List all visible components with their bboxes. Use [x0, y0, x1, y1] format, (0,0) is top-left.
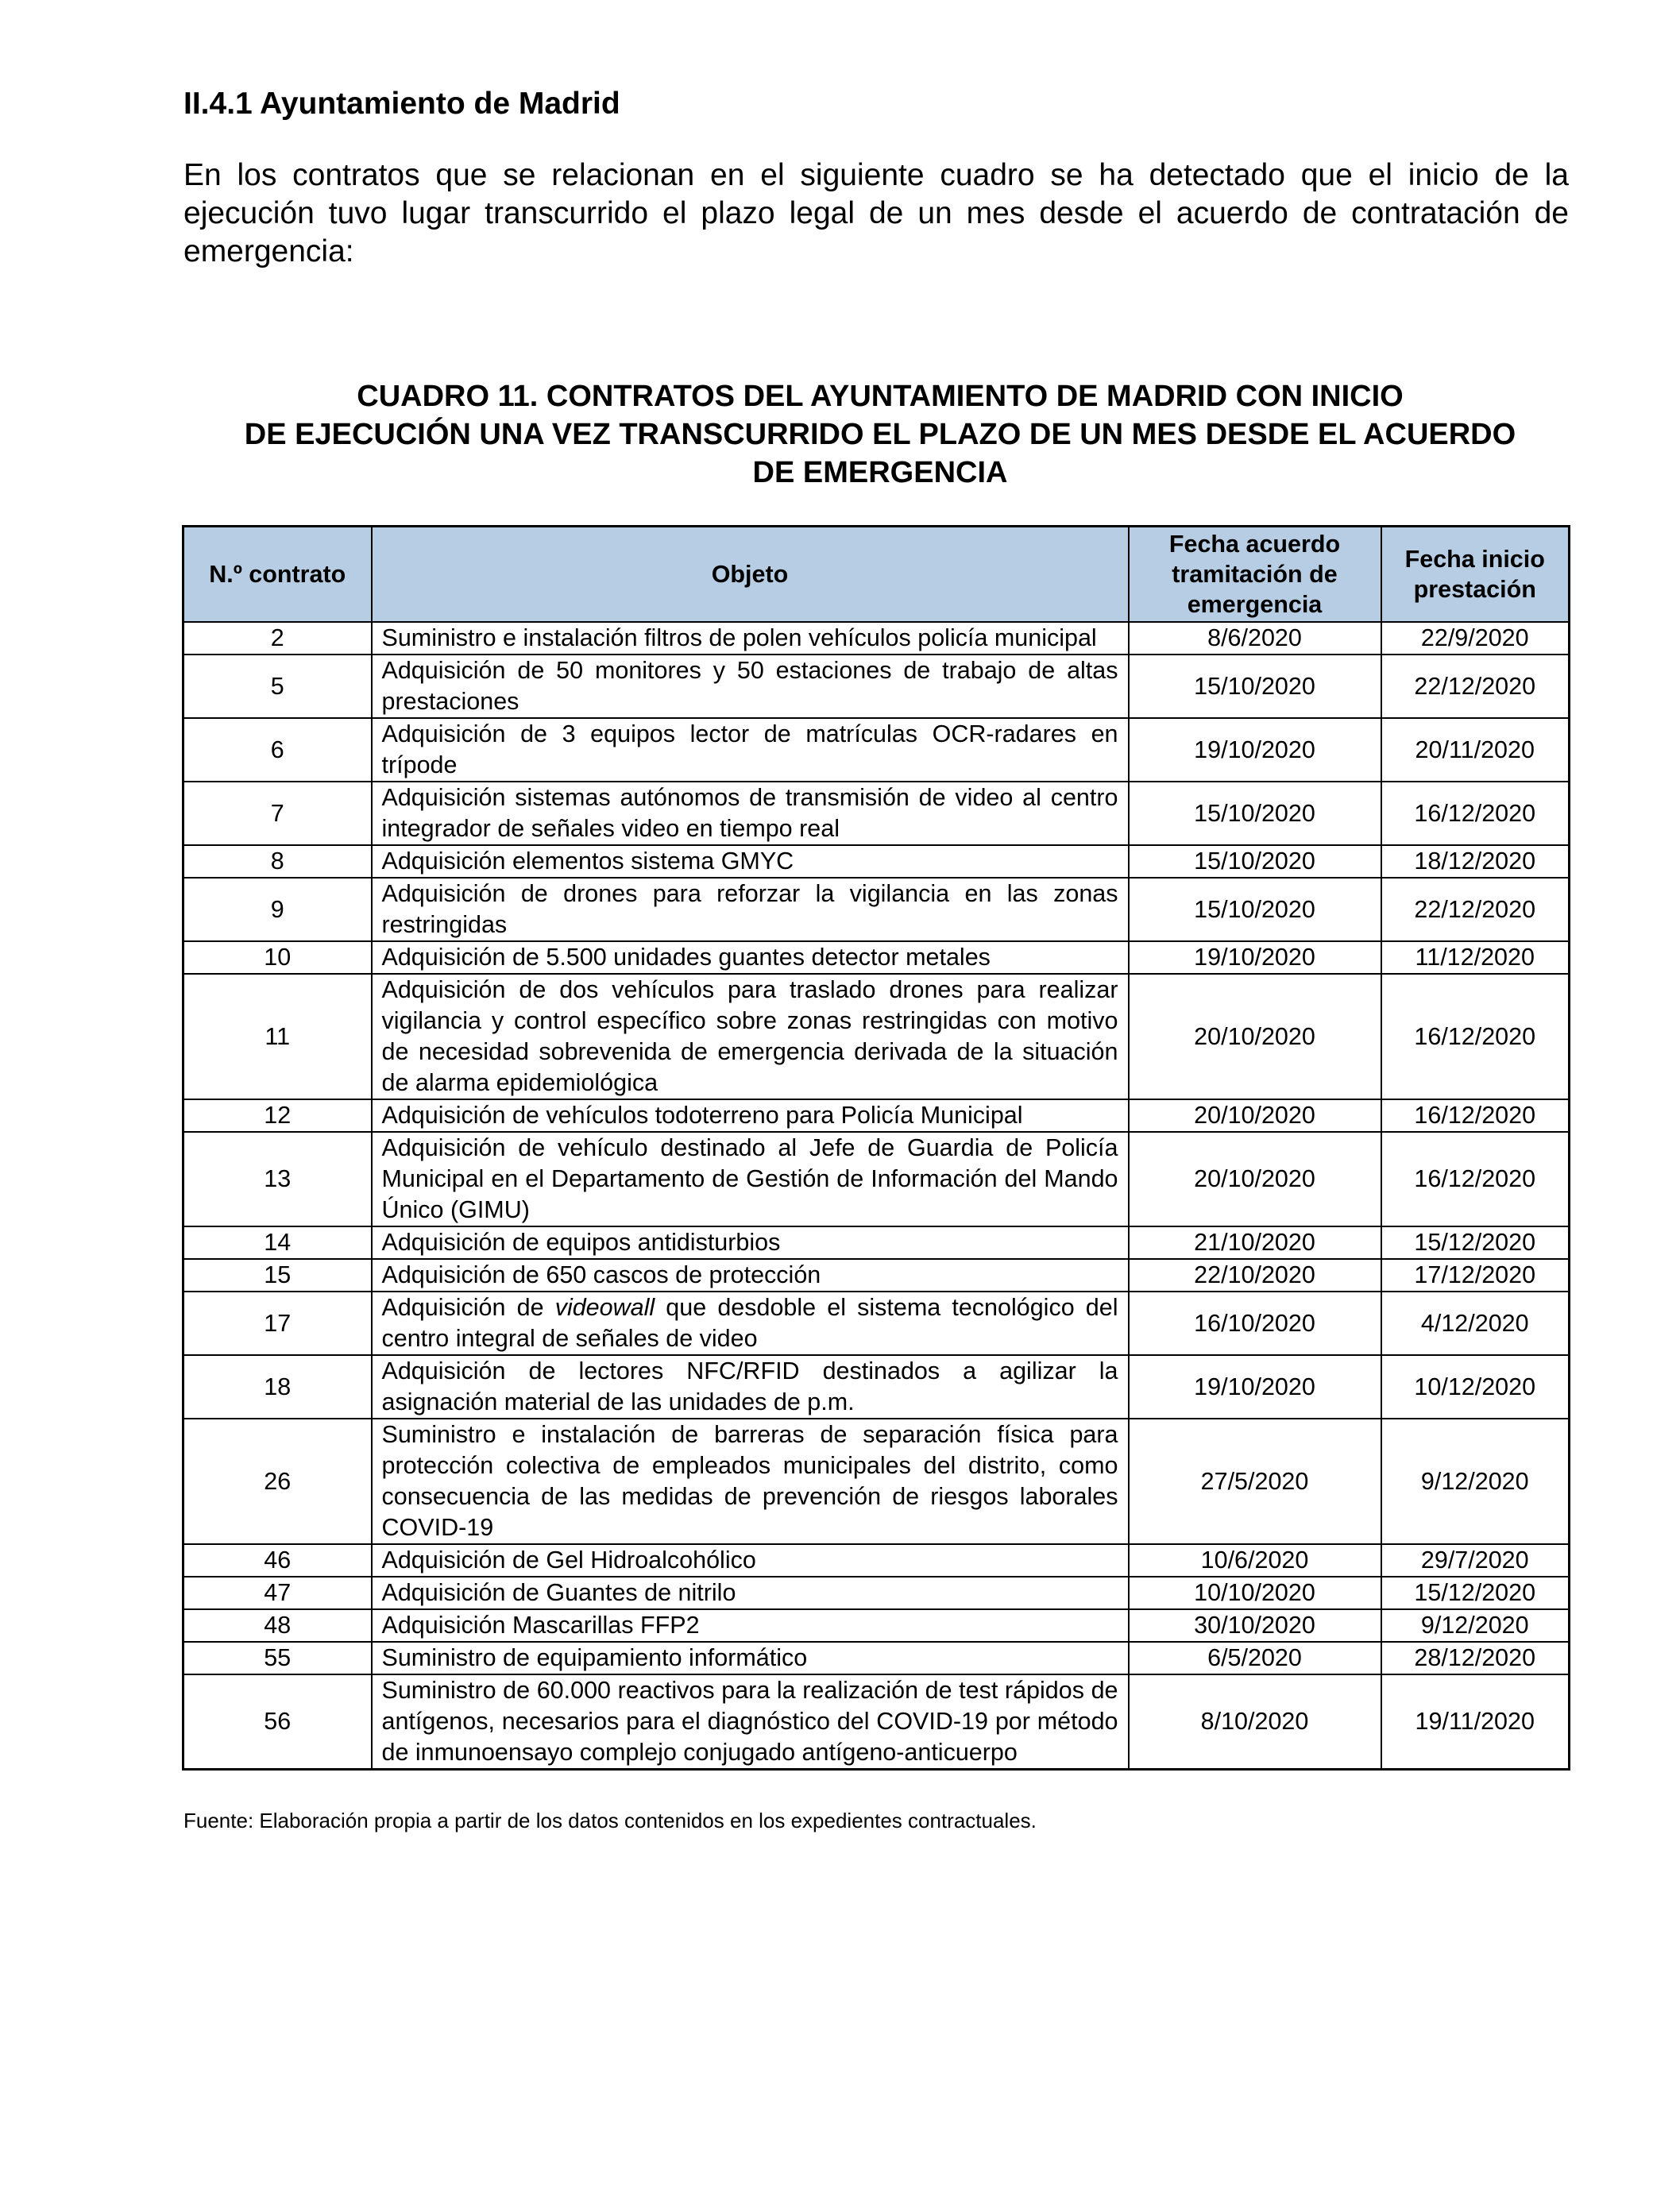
table-row [183, 655, 1570, 718]
cell-objeto: Adquisición de 3 equipos lector de matrículas OCR-radares en trípode [372, 718, 1129, 782]
intro-paragraph: En los contratos que se relacionan en el siguiente cuadro se ha detectado que el inicio de la ejecución tuvo lugar transcurrido el plazo legal de un mes desde el acuerdo de contratación de emergencia: [183, 158, 1569, 268]
cell-fecha-inicio: 22/12/2020 [1381, 655, 1570, 718]
table-row [183, 1226, 1570, 1259]
cell-fecha-inicio: 11/12/2020 [1381, 941, 1570, 974]
cell-objeto: Adquisición de 5.500 unidades guantes detector metales [372, 941, 1129, 974]
objeto-text: Adquisición de [381, 1294, 555, 1321]
cell-objeto: Adquisición de Guantes de nitrilo [372, 1577, 1129, 1609]
table-row [183, 941, 1570, 974]
cell-fecha-acuerdo: 30/10/2020 [1129, 1609, 1381, 1642]
cell-fecha-acuerdo: 21/10/2020 [1129, 1226, 1381, 1259]
cell-fecha-acuerdo: 15/10/2020 [1129, 878, 1381, 941]
table-row [183, 1259, 1570, 1292]
cell-numero: 7 [183, 782, 372, 845]
cell-numero: 26 [183, 1419, 372, 1544]
table-title-line: DE EMERGENCIA [752, 456, 1008, 489]
cell-fecha-inicio: 22/9/2020 [1381, 622, 1570, 655]
header-row [183, 527, 1570, 623]
cell-objeto: Adquisición de vehículos todoterreno para Policía Municipal [372, 1099, 1129, 1132]
column-header-fecha-inicio: Fecha inicio prestación [1381, 527, 1570, 623]
table-row [183, 622, 1570, 655]
table-row [183, 1674, 1570, 1770]
source-note: Fuente: Elaboración propia a partir de los datos contenidos en los expedientes contractuales. [183, 1809, 1037, 1832]
cell-fecha-inicio: 10/12/2020 [1381, 1355, 1570, 1419]
cell-fecha-inicio: 4/12/2020 [1381, 1292, 1570, 1355]
column-header-numero: N.º contrato [183, 527, 372, 623]
table-body [183, 622, 1570, 1770]
cell-objeto: Adquisición de equipos antidisturbios [372, 1226, 1129, 1259]
cell-fecha-inicio: 16/12/2020 [1381, 782, 1570, 845]
cell-numero: 56 [183, 1674, 372, 1770]
cell-fecha-acuerdo: 20/10/2020 [1129, 974, 1381, 1099]
cell-objeto: Adquisición sistemas autónomos de transmisión de video al centro integrador de señales video en tiempo real [372, 782, 1129, 845]
cell-fecha-acuerdo: 19/10/2020 [1129, 941, 1381, 974]
cell-fecha-acuerdo: 15/10/2020 [1129, 655, 1381, 718]
cell-fecha-acuerdo: 27/5/2020 [1129, 1419, 1381, 1544]
cell-numero: 10 [183, 941, 372, 974]
cell-fecha-inicio: 15/12/2020 [1381, 1226, 1570, 1259]
objeto-emphasis: videowall [554, 1294, 655, 1321]
cell-objeto: Adquisición de dos vehículos para traslado drones para realizar vigilancia y control específico sobre zonas restringidas con motivo de necesidad sobrevenida de emergencia derivada de la situación de alarma epidemiológica [372, 974, 1129, 1099]
cell-fecha-inicio: 16/12/2020 [1381, 974, 1570, 1099]
cell-fecha-acuerdo: 15/10/2020 [1129, 845, 1381, 878]
cell-fecha-acuerdo: 15/10/2020 [1129, 782, 1381, 845]
cell-numero: 15 [183, 1259, 372, 1292]
table-row [183, 1132, 1570, 1226]
table-header [183, 527, 1570, 623]
cell-numero: 2 [183, 622, 372, 655]
table-row [183, 1099, 1570, 1132]
cell-numero: 12 [183, 1099, 372, 1132]
table-row [183, 1544, 1570, 1577]
cell-numero: 47 [183, 1577, 372, 1609]
cell-objeto: Adquisición de 50 monitores y 50 estaciones de trabajo de altas prestaciones [372, 655, 1129, 718]
table-row [183, 878, 1570, 941]
cell-objeto [372, 1292, 1129, 1355]
cell-objeto: Adquisición Mascarillas FFP2 [372, 1609, 1129, 1642]
contracts-table [182, 525, 1570, 1771]
cell-fecha-acuerdo: 20/10/2020 [1129, 1132, 1381, 1226]
cell-objeto: Suministro e instalación filtros de polen vehículos policía municipal [372, 622, 1129, 655]
cell-fecha-inicio: 17/12/2020 [1381, 1259, 1570, 1292]
cell-numero: 14 [183, 1226, 372, 1259]
cell-fecha-acuerdo: 19/10/2020 [1129, 718, 1381, 782]
cell-fecha-acuerdo: 8/6/2020 [1129, 622, 1381, 655]
table-title-line: CUADRO 11. CONTRATOS DEL AYUNTAMIENTO DE MADRID CON INICIO [357, 380, 1404, 413]
table-row [183, 845, 1570, 878]
cell-fecha-inicio: 22/12/2020 [1381, 878, 1570, 941]
cell-fecha-inicio: 19/11/2020 [1381, 1674, 1570, 1770]
cell-numero: 9 [183, 878, 372, 941]
cell-fecha-inicio: 28/12/2020 [1381, 1642, 1570, 1674]
cell-objeto: Adquisición de 650 cascos de protección [372, 1259, 1129, 1292]
cell-numero: 18 [183, 1355, 372, 1419]
cell-numero: 11 [183, 974, 372, 1099]
table-row [183, 1355, 1570, 1419]
table-row [183, 1419, 1570, 1544]
cell-fecha-inicio: 18/12/2020 [1381, 845, 1570, 878]
cell-fecha-inicio: 9/12/2020 [1381, 1419, 1570, 1544]
cell-objeto: Adquisición de Gel Hidroalcohólico [372, 1544, 1129, 1577]
cell-objeto: Adquisición de lectores NFC/RFID destinados a agilizar la asignación material de las unidades de p.m. [372, 1355, 1129, 1419]
cell-objeto: Suministro de equipamiento informático [372, 1642, 1129, 1674]
cell-fecha-inicio: 16/12/2020 [1381, 1132, 1570, 1226]
cell-objeto: Suministro de 60.000 reactivos para la realización de test rápidos de antígenos, necesarios para el diagnóstico del COVID-19 por método de inmunoensayo complejo conjugado antígeno-anticuerpo [372, 1674, 1129, 1770]
cell-numero: 17 [183, 1292, 372, 1355]
column-header-fecha-acuerdo: Fecha acuerdo tramitación de emergencia [1129, 527, 1381, 623]
objeto-text: que desdoble el sistema tecnológico del centro integral de señales de video [381, 1294, 1118, 1352]
cell-fecha-inicio: 15/12/2020 [1381, 1577, 1570, 1609]
cell-fecha-acuerdo: 16/10/2020 [1129, 1292, 1381, 1355]
cell-fecha-acuerdo: 10/6/2020 [1129, 1544, 1381, 1577]
cell-fecha-inicio: 29/7/2020 [1381, 1544, 1570, 1577]
cell-fecha-acuerdo: 6/5/2020 [1129, 1642, 1381, 1674]
table-row [183, 1577, 1570, 1609]
table-row [183, 782, 1570, 845]
cell-fecha-acuerdo: 20/10/2020 [1129, 1099, 1381, 1132]
cell-fecha-inicio: 16/12/2020 [1381, 1099, 1570, 1132]
cell-fecha-acuerdo: 19/10/2020 [1129, 1355, 1381, 1419]
table-row [183, 1642, 1570, 1674]
cell-numero: 5 [183, 655, 372, 718]
table-title [159, 377, 1601, 492]
cell-numero: 13 [183, 1132, 372, 1226]
cell-numero: 48 [183, 1609, 372, 1642]
cell-objeto: Adquisición elementos sistema GMYC [372, 845, 1129, 878]
cell-objeto: Suministro e instalación de barreras de separación física para protección colectiva de empleados municipales del distrito, como consecuencia de las medidas de prevención de riesgos laborales COVID-19 [372, 1419, 1129, 1544]
cell-fecha-inicio: 9/12/2020 [1381, 1609, 1570, 1642]
cell-numero: 8 [183, 845, 372, 878]
section-heading: II.4.1 Ayuntamiento de Madrid [183, 87, 620, 121]
cell-objeto: Adquisición de drones para reforzar la vigilancia en las zonas restringidas [372, 878, 1129, 941]
cell-numero: 46 [183, 1544, 372, 1577]
table-title-line: DE EJECUCIÓN UNA VEZ TRANSCURRIDO EL PLAZO DE UN MES DESDE EL ACUERDO [244, 418, 1516, 451]
cell-numero: 55 [183, 1642, 372, 1674]
cell-numero: 6 [183, 718, 372, 782]
cell-fecha-acuerdo: 8/10/2020 [1129, 1674, 1381, 1770]
table-row [183, 1292, 1570, 1355]
table-row [183, 718, 1570, 782]
table-row [183, 974, 1570, 1099]
cell-fecha-acuerdo: 22/10/2020 [1129, 1259, 1381, 1292]
cell-fecha-acuerdo: 10/10/2020 [1129, 1577, 1381, 1609]
cell-objeto: Adquisición de vehículo destinado al Jefe de Guardia de Policía Municipal en el Departamento de Gestión de Información del Mando Único (GIMU) [372, 1132, 1129, 1226]
cell-fecha-inicio: 20/11/2020 [1381, 718, 1570, 782]
table-row [183, 1609, 1570, 1642]
column-header-objeto: Objeto [372, 527, 1129, 623]
